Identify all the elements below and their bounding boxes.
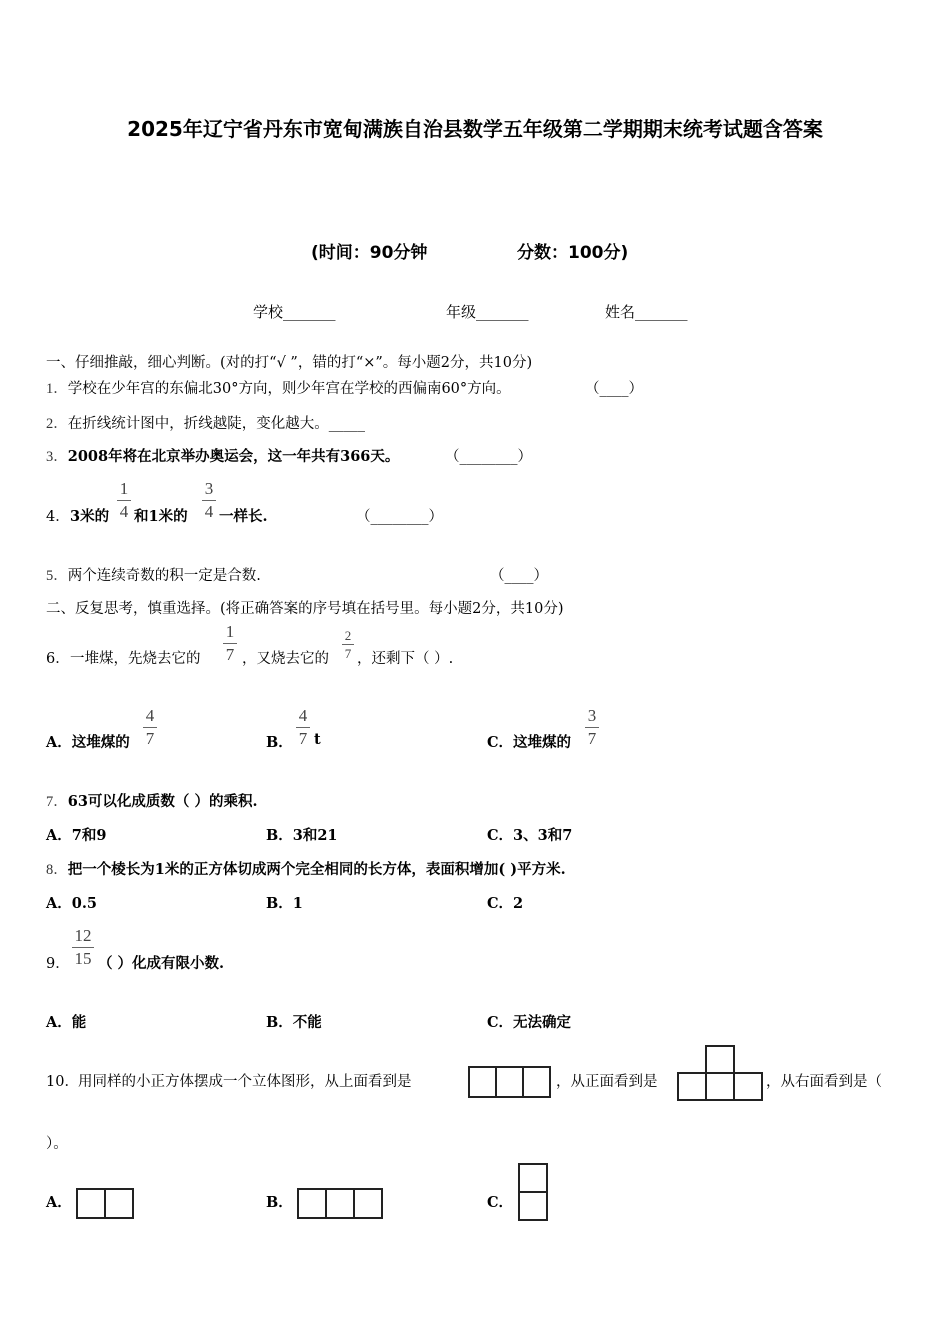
school-field[interactable]: 学校_______ xyxy=(253,303,336,321)
option-9a[interactable]: A．能 xyxy=(46,1014,87,1031)
question-number: 8． xyxy=(46,862,68,878)
question-5 xyxy=(46,564,261,585)
numerator: 1 xyxy=(119,479,129,498)
numerator: 12 xyxy=(74,926,92,945)
denominator: 7 xyxy=(298,729,308,748)
fraction-bar xyxy=(143,727,157,728)
square-cell xyxy=(495,1066,524,1098)
square-cell xyxy=(297,1188,327,1219)
option-10c-label[interactable]: C． xyxy=(487,1194,514,1211)
answer-blank-3[interactable]: （________） xyxy=(445,449,532,465)
square-cell xyxy=(76,1188,106,1219)
section-1-heading: 一、仔细推敲，细心判断。(对的打“√ ”，错的打“×”。每小题2分，共10分) xyxy=(46,355,533,371)
question-number: 3． xyxy=(46,449,68,465)
question-text: 学校在少年宫的东偏北30°方向，则少年宫在学校的西偏南60°方向。 xyxy=(67,381,511,397)
question-6-text-c: ，还剩下（ ）. xyxy=(357,651,454,667)
front-view-figure xyxy=(677,1045,765,1101)
denominator: 4 xyxy=(204,502,214,521)
denominator: 4 xyxy=(119,502,129,521)
option-8b[interactable]: B．1 xyxy=(266,895,303,912)
fraction-3-4 xyxy=(202,479,216,522)
numerator: 4 xyxy=(298,706,308,725)
option-7c[interactable]: C．3、3和7 xyxy=(487,827,573,844)
option-10a-figure xyxy=(76,1188,134,1219)
question-8 xyxy=(46,858,566,879)
square-cell xyxy=(518,1191,548,1221)
square-cell xyxy=(733,1072,763,1101)
square-cell xyxy=(468,1066,497,1098)
fraction-1-7 xyxy=(223,622,237,665)
square-cell xyxy=(522,1066,551,1098)
option-7b[interactable]: B．3和21 xyxy=(266,827,338,844)
answer-blank-4[interactable]: （________） xyxy=(356,509,443,525)
option-6b-text[interactable]: B． xyxy=(266,734,293,751)
square-cell xyxy=(705,1045,735,1074)
fraction-bar xyxy=(202,500,216,501)
question-text: 在折线统计图中，折线越陡，变化越大。_____ xyxy=(67,416,365,432)
question-4-number: 4． xyxy=(46,509,70,525)
question-10-text-c: ，从右面看到是（ xyxy=(766,1074,882,1090)
option-6c-text[interactable]: C．这堆煤的 xyxy=(487,734,572,751)
option-10a-label[interactable]: A． xyxy=(46,1194,72,1211)
numerator: 3 xyxy=(587,706,597,725)
answer-blank-5[interactable]: （____） xyxy=(490,568,548,584)
numerator: 1 xyxy=(225,622,235,641)
option-6b-unit: t xyxy=(314,731,321,748)
question-number: 7． xyxy=(46,794,68,810)
option-7a[interactable]: A．7和9 xyxy=(46,827,107,844)
option-10c-figure xyxy=(518,1163,548,1221)
question-6-number: 6． xyxy=(46,651,70,667)
option-9b[interactable]: B．不能 xyxy=(266,1014,322,1031)
top-view-figure xyxy=(468,1066,551,1098)
question-text: 63可以化成质数（ ）的乘积. xyxy=(67,793,258,810)
square-cell xyxy=(104,1188,134,1219)
denominator: 7 xyxy=(344,646,352,661)
answer-blank-1[interactable]: （____） xyxy=(585,381,643,397)
option-6a-text[interactable]: A．这堆煤的 xyxy=(46,734,130,751)
square-cell xyxy=(705,1072,735,1101)
numerator: 3 xyxy=(204,479,214,498)
question-2 xyxy=(46,412,365,433)
fraction-12-15 xyxy=(72,926,94,969)
question-4-text-a: 3米的 xyxy=(70,508,110,525)
question-10-text-d: ）。 xyxy=(46,1136,68,1152)
question-9-text: （ ）化成有限小数. xyxy=(98,955,225,972)
option-9c[interactable]: C．无法确定 xyxy=(487,1014,572,1031)
question-text: 2008年将在北京举办奥运会，这一年共有366天。 xyxy=(67,448,400,465)
numerator: 4 xyxy=(145,706,155,725)
square-cell xyxy=(677,1072,707,1101)
denominator: 7 xyxy=(145,729,155,748)
fraction-bar xyxy=(117,500,131,501)
denominator: 7 xyxy=(225,645,235,664)
question-10-text-a: 用同样的小正方体摆成一个立体图形，从上面看到是 xyxy=(78,1074,412,1090)
question-text: 把一个棱长为1米的正方体切成两个完全相同的长方体，表面积增加( )平方米. xyxy=(67,861,566,878)
grade-field[interactable]: 年级_______ xyxy=(446,303,529,321)
option-8c[interactable]: C．2 xyxy=(487,895,524,912)
question-number: 1． xyxy=(46,381,68,397)
option-6b-fraction xyxy=(296,706,310,749)
question-number: 2． xyxy=(46,416,68,432)
fraction-bar xyxy=(296,727,310,728)
name-field[interactable]: 姓名_______ xyxy=(605,303,688,321)
fraction-1-4 xyxy=(117,479,131,522)
question-text: 两个连续奇数的积一定是合数. xyxy=(67,568,261,584)
fraction-bar xyxy=(72,947,94,948)
time-label: (时间：90分钟 xyxy=(311,243,428,263)
question-7 xyxy=(46,790,258,811)
option-8a[interactable]: A．0.5 xyxy=(46,895,97,912)
question-10-text-b: ，从正面看到是 xyxy=(556,1074,658,1090)
question-3 xyxy=(46,445,399,466)
question-number: 5． xyxy=(46,568,68,584)
square-cell xyxy=(325,1188,355,1219)
document-title: 2025年辽宁省丹东市宽甸满族自治县数学五年级第二学期期末统考试题含答案 xyxy=(127,117,823,141)
question-1 xyxy=(46,377,511,398)
question-4-text-b: 和1米的 xyxy=(134,508,188,525)
question-10-number: 10． xyxy=(46,1074,79,1090)
square-cell xyxy=(518,1163,548,1193)
question-9-number: 9． xyxy=(46,956,70,972)
score-label: 分数：100分) xyxy=(517,243,629,263)
fraction-2-7 xyxy=(342,628,354,661)
question-4-text-c: 一样长. xyxy=(219,508,268,525)
question-6-text-a: 一堆煤，先烧去它的 xyxy=(70,651,201,667)
option-6a-fraction xyxy=(143,706,157,749)
option-10b-figure xyxy=(297,1188,383,1219)
numerator: 2 xyxy=(344,628,352,643)
fraction-bar xyxy=(223,643,237,644)
option-6c-fraction xyxy=(585,706,599,749)
option-10b-label[interactable]: B． xyxy=(266,1194,293,1211)
square-cell xyxy=(353,1188,383,1219)
question-6-text-b: ，又烧去它的 xyxy=(242,651,329,667)
fraction-bar xyxy=(342,644,354,645)
fraction-bar xyxy=(585,727,599,728)
denominator: 15 xyxy=(74,949,92,968)
section-2-heading: 二、反复思考，慎重选择。(将正确答案的序号填在括号里。每小题2分，共10分) xyxy=(46,601,564,617)
denominator: 7 xyxy=(587,729,597,748)
